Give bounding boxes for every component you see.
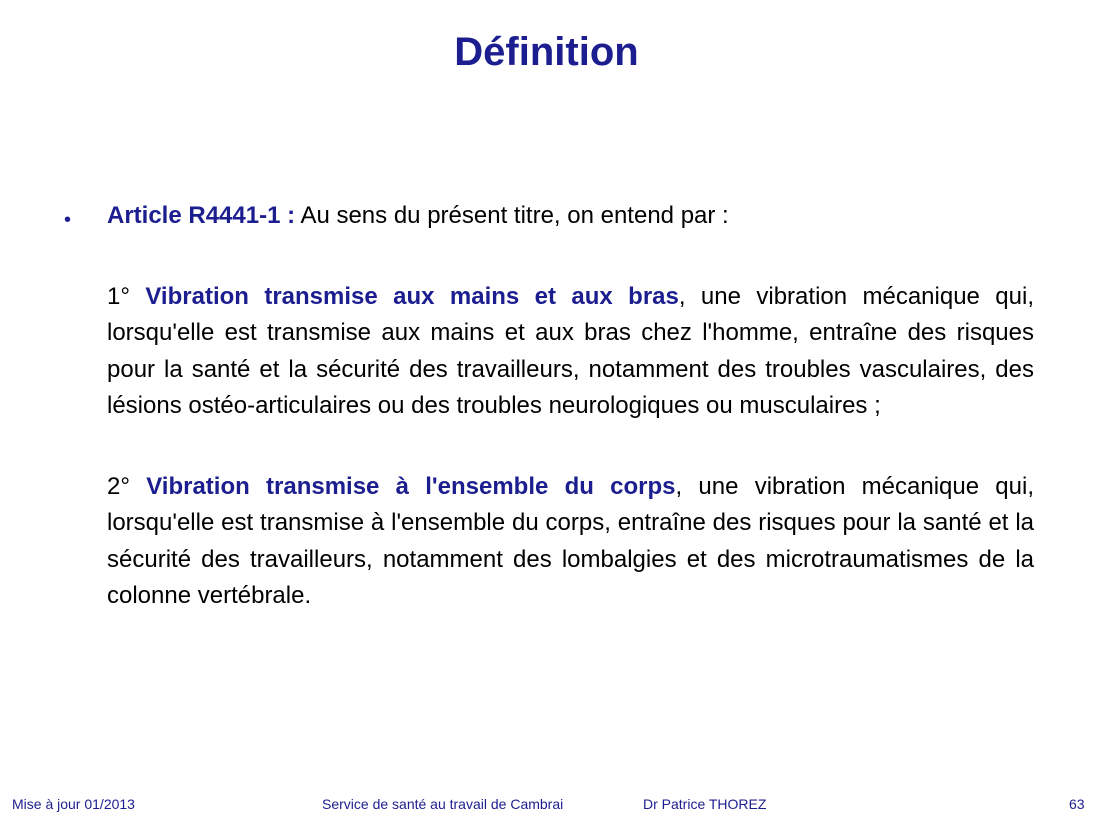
- defined-term: Vibration transmise à l'ensemble du corps: [146, 472, 676, 500]
- page-number: 63: [1069, 796, 1085, 812]
- defined-term: Vibration transmise aux mains et aux bras: [145, 282, 679, 310]
- definition-item-2: [107, 469, 1034, 615]
- article-intro: Au sens du présent titre, on entend par :: [295, 202, 729, 229]
- item-number: 2°: [107, 472, 147, 500]
- bullet-marker: •: [64, 209, 72, 231]
- footer-author: Dr Patrice THOREZ: [643, 796, 767, 812]
- definition-text: , une vibration mécanique qui, lorsqu'elle est transmise aux mains et aux bras chez l'homme, entraîne des risques pour la santé et la sécurité des travailleurs, notamment des troubles vasculaires, des lésions ostéo-articulaires ou des troubles neurologiques ou musculaires ;: [107, 282, 1035, 419]
- footer-service: Service de santé au travail de Cambrai: [322, 796, 564, 812]
- article-line: [107, 198, 1034, 235]
- slide-title: Définition: [454, 30, 639, 74]
- article-reference: Article R4441-1 :: [107, 202, 296, 229]
- slide-content: [107, 198, 1034, 615]
- item-number: 1°: [107, 282, 146, 310]
- footer-update-date: Mise à jour 01/2013: [12, 796, 135, 812]
- definition-text: , une vibration mécanique qui, lorsqu'elle est transmise à l'ensemble du corps, entraîne des risques pour la santé et la sécurité des travailleurs, notamment des lombalgies et des microtraumatismes de la colonne vertébrale.: [107, 472, 1035, 609]
- definition-item-1: [107, 279, 1034, 425]
